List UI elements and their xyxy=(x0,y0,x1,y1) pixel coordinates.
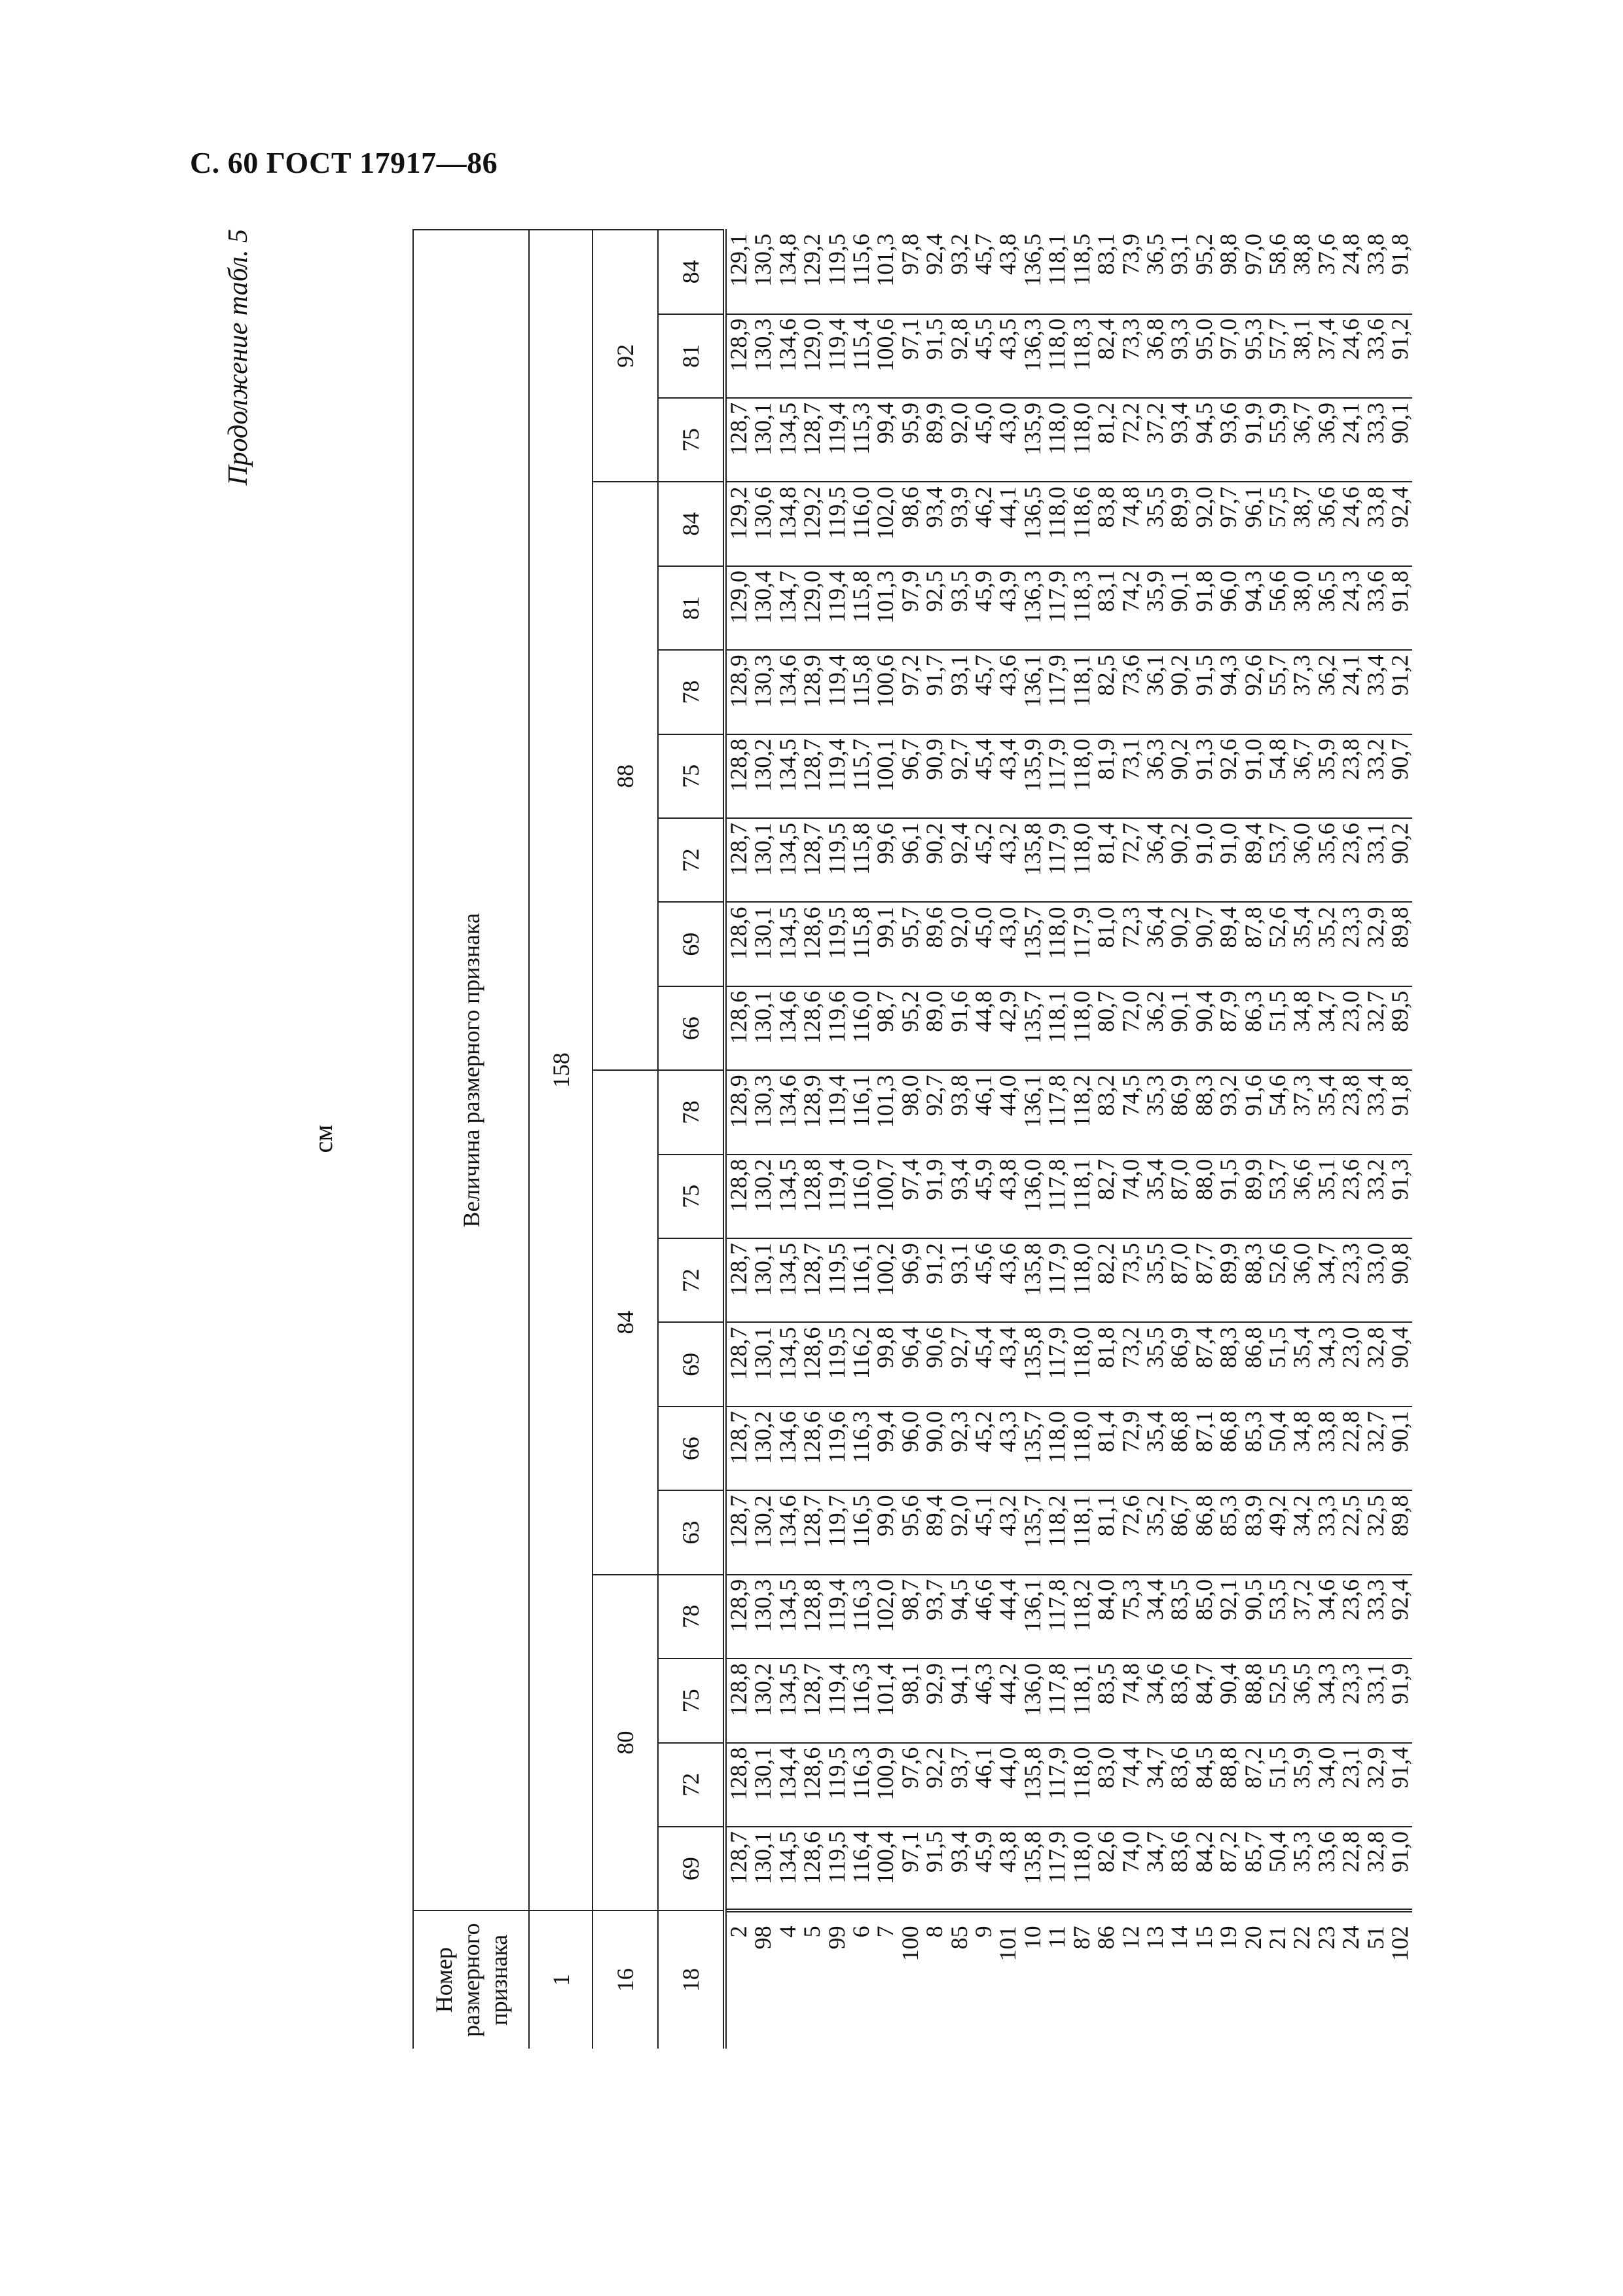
value-column: 129,0 130,4 134,7 129,0 119,4 115,8 101,3 97,9 92,5 93,5 45,9 43,9 136,3 117,9 118,3 83,1 74,2 35,9 90,1 91,8 96,0 94,3 56,6 38,0 36,5 24,3 33,6 91,8 xyxy=(725,566,1412,650)
row-labels-column: 2 98 4 5 99 6 7 100 8 85 9 101 10 11 87 86 12 13 14 15 19 20 21 22 23 24 51 102 xyxy=(725,1910,1412,2049)
continuation-label: Продолжение табл. 5 xyxy=(223,229,253,486)
value-column: 128,8 130,2 134,5 128,8 119,4 116,0 100,7 97,4 91,9 93,4 45,9 43,8 136,0 117,8 118,1 82,7 74,0 35,4 87,0 88,0 91,5 89,9 53,7 36,6 35,1 23,6 33,2 91,3 xyxy=(725,1155,1412,1238)
column-header: 69 xyxy=(658,902,725,986)
level1-header: 158 xyxy=(529,230,593,1910)
value-column: 128,9 130,3 134,6 128,9 119,4 116,1 101,3 98,0 92,7 93,8 46,1 44,0 136,1 117,8 118,2 83,2 74,5 35,3 86,9 88,3 93,2 91,6 54,6 37,3 35,4 23,8 33,4 91,8 xyxy=(725,1070,1412,1154)
column-header: 66 xyxy=(658,1407,725,1490)
column-header: 75 xyxy=(658,398,725,482)
rotated-table-block xyxy=(223,229,1623,2049)
value-column: 128,7 130,2 134,6 128,6 119,6 116,3 99,4 96,0 90,0 92,3 45,2 43,3 135,7 118,0 118,0 81,4 72,9 35,4 86,8 87,1 86,8 85,3 50,4 34,8 33,8 22,8 32,7 90,1 xyxy=(725,1407,1412,1490)
group-header: 88 xyxy=(593,482,658,1070)
value-column: 128,8 130,1 134,4 128,6 119,5 116,3 100,9 97,6 92,2 93,7 46,1 44,0 135,8 117,9 118,0 83,0 74,4 34,7 83,6 84,5 88,8 87,2 51,5 35,9 34,0 23,1 32,9 91,4 xyxy=(725,1743,1412,1827)
value-column: 129,1 130,5 134,8 129,2 119,5 115,6 101,3 97,8 92,4 93,2 45,7 43,8 136,5 118,1 118,5 83,1 73,9 36,5 93,1 95,2 98,8 97,0 58,6 38,8 37,6 24,8 33,8 91,8 xyxy=(725,230,1412,314)
value-header: Величина размерного признака xyxy=(413,230,529,1910)
label-header: Номер размерного признака xyxy=(413,1910,529,2049)
column-header: 75 xyxy=(658,734,725,818)
value-column: 128,9 130,3 134,6 129,0 119,4 115,4 100,6 97,1 91,5 92,8 45,5 43,5 136,3 118,0 118,3 82,4 73,3 36,8 93,3 95,0 97,0 95,3 57,7 38,1 37,4 24,6 33,6 91,2 xyxy=(725,314,1412,398)
value-column: 129,2 130,6 134,8 129,2 119,5 116,0 102,0 98,6 93,4 93,9 46,2 44,1 136,5 118,0 118,6 83,8 74,8 35,5 89,9 92,0 97,7 96,1 57,5 38,7 36,6 24,6 33,8 92,4 xyxy=(725,482,1412,565)
group-header: 80 xyxy=(593,1575,658,1911)
column-header: 72 xyxy=(658,1743,725,1827)
size-table xyxy=(412,229,1412,2049)
value-column: 128,6 130,1 134,5 128,6 119,5 115,8 99,1 95,7 89,6 92,0 45,0 43,0 135,7 118,0 117,9 81,0 72,3 36,4 90,2 90,7 89,4 87,8 52,6 35,4 35,2 23,3 32,9 89,8 xyxy=(725,902,1412,986)
value-column: 128,7 130,1 134,5 128,7 119,5 116,1 100,2 96,9 91,2 93,1 45,6 43,6 135,8 117,9 118,0 82,2 73,5 35,5 87,0 87,7 89,9 88,3 52,6 36,0 34,7 23,3 33,0 90,8 xyxy=(725,1238,1412,1322)
column-header: 78 xyxy=(658,650,725,734)
column-header: 84 xyxy=(658,482,725,565)
group-header: 84 xyxy=(593,1070,658,1574)
value-column: 128,7 130,1 134,5 128,6 119,5 116,2 99,8 96,4 90,6 92,7 45,4 43,4 135,8 117,9 118,0 81,8 73,2 35,5 86,9 87,4 88,3 86,8 51,5 35,4 34,3 23,0 32,8 90,4 xyxy=(725,1323,1412,1407)
label-row-1: 1 xyxy=(529,1910,593,2049)
group-header: 92 xyxy=(593,230,658,482)
page-header: С. 60 ГОСТ 17917—86 xyxy=(190,146,498,179)
value-column: 128,9 130,3 134,6 128,9 119,4 115,8 100,6 97,2 91,7 93,1 45,7 43,6 136,1 117,9 118,1 82,5 73,6 36,1 90,2 91,5 94,3 92,6 55,7 37,3 36,2 24,1 33,4 91,2 xyxy=(725,650,1412,734)
column-header: 81 xyxy=(658,566,725,650)
column-header: 63 xyxy=(658,1490,725,1574)
column-header: 75 xyxy=(658,1659,725,1742)
column-header: 72 xyxy=(658,1238,725,1322)
value-column: 128,7 130,1 134,5 128,7 119,4 115,3 99,4 95,9 89,9 92,0 45,0 43,0 135,9 118,0 118,0 81,2 72,2 37,2 93,4 94,5 93,6 91,9 55,9 36,7 36,9 24,1 33,3 90,1 xyxy=(725,398,1412,482)
value-column: 128,7 130,2 134,6 128,7 119,7 116,5 99,0 95,6 89,4 92,0 45,1 43,2 135,7 118,2 118,1 81,1 72,6 35,2 86,7 86,8 85,3 83,9 49,2 34,2 33,3 22,5 32,5 89,8 xyxy=(725,1490,1412,1574)
column-header: 69 xyxy=(658,1827,725,1910)
value-column: 128,8 130,2 134,5 128,7 119,4 115,7 100,1 96,7 90,9 92,7 45,4 43,4 135,9 117,9 118,0 81,9 73,1 36,3 90,2 91,3 92,6 91,0 54,8 36,7 35,9 23,8 33,2 90,7 xyxy=(725,734,1412,818)
unit-label: см xyxy=(308,1124,338,1153)
column-header: 66 xyxy=(658,986,725,1070)
column-header: 75 xyxy=(658,1155,725,1238)
label-row-16: 16 xyxy=(593,1910,658,2049)
value-column: 128,7 130,1 134,5 128,6 119,5 116,4 100,4 97,1 91,5 93,4 45,9 43,8 135,8 117,9 118,0 82,6 74,0 34,7 83,6 84,2 87,2 85,7 50,4 35,3 33,6 22,8 32,8 91,0 xyxy=(725,1827,1412,1910)
column-header: 84 xyxy=(658,230,725,314)
column-header: 78 xyxy=(658,1575,725,1659)
value-column: 128,8 130,2 134,5 128,7 119,4 116,3 101,4 98,1 92,9 94,1 46,3 44,2 136,0 117,8 118,1 83,5 74,8 34,6 83,6 84,7 90,4 88,8 52,5 36,5 34,3 23,3 33,1 91,9 xyxy=(725,1659,1412,1742)
column-header: 81 xyxy=(658,314,725,398)
value-column: 128,7 130,1 134,5 128,7 119,5 115,8 99,6 96,1 90,2 92,4 45,2 43,2 135,8 117,9 118,0 81,4 72,7 36,4 90,2 91,0 91,0 89,4 53,7 36,0 35,6 23,6 33,1 90,2 xyxy=(725,818,1412,902)
table-body-row xyxy=(725,230,1412,2049)
column-header: 78 xyxy=(658,1070,725,1154)
value-column: 128,6 130,1 134,6 128,6 119,6 116,0 98,7 95,2 89,0 91,6 44,8 42,9 135,7 118,1 118,0 80,7 72,0 36,2 90,1 90,4 87,9 86,3 51,5 34,8 34,7 23,0 32,7 89,5 xyxy=(725,986,1412,1070)
value-column: 128,9 130,3 134,5 128,8 119,4 116,3 102,0 98,7 93,7 94,5 46,6 44,4 136,1 117,8 118,2 84,0 75,3 34,4 83,5 85,0 92,1 90,5 53,5 37,2 34,6 23,6 33,3 92,4 xyxy=(725,1575,1412,1659)
column-header: 72 xyxy=(658,818,725,902)
label-row-18: 18 xyxy=(658,1910,725,2049)
column-header: 69 xyxy=(658,1323,725,1407)
